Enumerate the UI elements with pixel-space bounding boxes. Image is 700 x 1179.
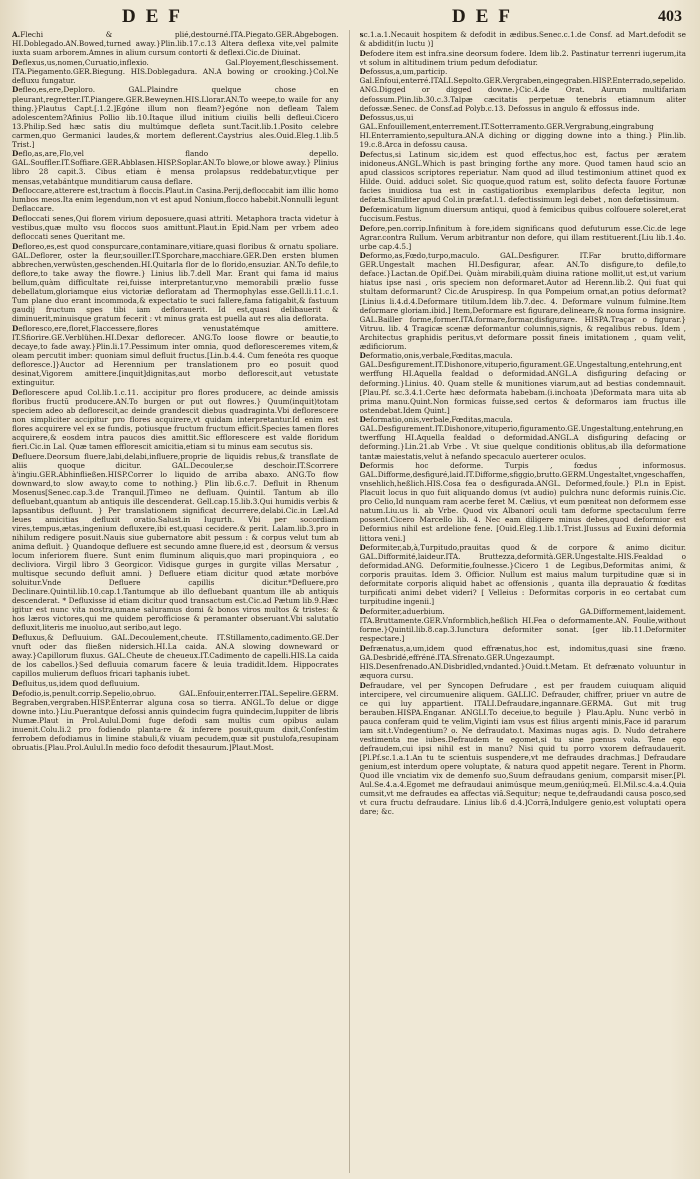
dictionary-entry: A.Flechi & plié,destourné.ITA.Piegato.GER.Abgebogen. HI.Doblegado.AN.Bowed,turned away.}Plin.lib.17.c.13 Altera deflexa vite,vel palmite iuxta suam arborem.Amnes in alium cursum contorti & deflexi.Cic.de Diuinat.: [12, 30, 339, 58]
dictionary-entry: Defleo,es,ere,Deploro. GAL.Plaindre quelque chose en pleurant,regretter.IT.Piangere.GER.Beweynen.HIS.Llorar.AN.To weepe,to waile for any thing.}Plautus Capt.[.1.2.]Egóne illum non fleam?}egóne non defleam Talem adolescentem?Afinius Pollio lib.10.Itaque illud initium ciuilis belli defleui.Cicero 13.Philip.Sed hæc satis diu multúmque defleta sunt.Tacit.lib.1.Posito celebre carmen,quo Germanici laudes,& mortem deflerent.Caystrius ales.Ouid.Eleg.1.lib.5 Trist.]: [12, 85, 339, 149]
dictionary-entry: Defluere.Deorsum fluere,labi,delabi,influere,proprie de liquidis rebus,& transflate de aliis quoque dicitur. GAL.Decouler,se deschoir.IT.Scorrere à'ingiu.GER.Abhinfließen.HISP.Correr lo liquido de arriba abaxo. ANG.To flow downward,to slow away,to come to nothing.} Plin lib.6.c.7. Defluit in Rhenum Mosenus[Senec.cap.3.de Tranquil.]Timeo ne defluam. Quintil. Tantum ab illo defluebant,quantum ab antiquis ille descenderat. Gell.cap.15.lib.3.Qui humidis verbis & lapsantibus defluunt. } Per translationem significat decurrere,delabi.Cic.in Læl.Ad leues amicitias defluxit oratio.Salust.in Iugurth. Vbi per socordiam vires,tempus,ætas,ingenium defluxere,ibi est,quasi cecidere.& perit. Lalam.lib.3.pro in nihilum redigere posuit.Nauis siue gubernatore abit pessum : & corpus velut tum ab anima defluit. } Quandoque defluere est secundo amne fluere,id est , deorsum & versus locum inferiorem fluere. Sunt enim fluminum aliquis,quo mari propinquiora , eo decliviora. Virgil libro 3 Georgicor. Vidisque gurges in gurgite villas Mersatur , multisque secundo defluit amni. } Defluere etiam dicitur quod ætate morbóve soluitur.Vnde Defluere capillis dicitur.*Defluere,pro Declinare.Quintil.lib.10.cap.1.Tantumque ab illo defluebant quantum ille ab antiquis descenderat. * Defluxisse id etiam dicitur quod transactum est.Cic.ad Pætum lib.9.Hæc igitur est nunc vita nostra,umane saluramus domi & bonos viros multos & tristes: & hos læros victores,qui me quidem perofficiose & peramanter obseruant.Vbi salutatio defluxit,literis me inuoluo,aut seribo,aut lego.: [12, 451, 339, 633]
dictionary-entry: Defossus,a,um,particip. Gal.Enfoui,enterré.ITALI.Sepolto.GER.Vergraben,eingegraben.HISP.Enterrado,sepelido. ANG.Digged or digged downe.}Cic.4.de Orat. Aurum multifariam defossum.Plin.lib.30.c.3.Talpæ cæcitatis perpetuæ tenebris etiamnum aliter defossæ.Senec. de Consf.ad Polyb.c.13. Defossus in angulo & effossus inde.: [359, 67, 686, 113]
dictionary-entry: sc.1.a.1.Necauit hospitem & defodit in ædibus.Senec.c.1.de Consf. ad Mart.defodit se & abdidit(in luctu )]: [359, 30, 686, 49]
dictionary-entry: Defloccare,atterere est,tractum à floccis.Plaut.in Casina.Perij,defloccabit iam illic homo lumbos meos.Ita enim legendum,non vt est apud Nonium,flocco habebit.Nonnulli legunt Deflaccare.: [12, 186, 339, 214]
dictionary-entry: Deformiter,aduerbium. GA.Difformement,laidement. ITA.Bruttamente.GER.Vnformblich,heßlich HI.Fea o deformamente.AN. Foulie,without forme.}Quintil.lib.8.cap.3.Iunctura deformiter sonat. [ger lib.11.Deformiter respectare.]: [359, 607, 686, 644]
dictionary-entry: Defloreo,es,est quod conspurcare,contaminare,vitiare,quasi floribus & ornatu spoliare. GAL.Deflorer, oster la fleur,souiller.IT.Sporchare,macchiare.GER.Den ersten blumen abbrechen,verwüsten,geschenden.HI.Quitarla flor de lo florido,ensuziar. AN.To defile,to deflore,to take away the flowre.} Linius lib.7.dell Mar. Erant qui fama id maius bellum,quàm difficultate rei,fuisse interpretantur,vno memorabili prælio fusse debellatum,gloriamque eius victoriæ defloratam ad Thermophylas esse.Gell.li.11.c.1. Tum plane duo erant incommoda,& expectatio te suci fallere,fama fatigabit,& fastuum gaudij fructum spes tibi iam deflorauerit. Id est,quasi delibauerit & diminuerit,minuisque gratum fecerit : vt minus grata est puella aut res alia deflorata.: [12, 241, 339, 324]
dictionary-entry: Deformatio,onis,verbale,Fœditas,macula. GAL.Desfigurement.IT.Dishonore,vituperio,figurament.GE.Ungestaltung,entehrung,entwerffung HI.Aquella fealdad o deformidad.ANGL.A disfiguring defacing or deforming.}Linius. 40. Quam stelle & munitiones viarum,aut ad bestias condemnauit.[Plau.Pf. sc.3.4.1.Certe hæc deformata habebam.(i.inchoata )Deformata mara uita ab prima manu.Quint.Non formicas fuisse,sed certos & deformaros iam fructus ille ostendebat.Idem Quint.]: [359, 351, 686, 415]
dictionary-entry: Defossus,us,ui GAL.Enfouillement,enterrement.IT.Sotterramento.GER.Vergrabung,eingrabung HI.Enterramiento,sepultura.AN.A diching or digging downe into a thing.} Plin.lib. 19.c.8.Arca in defossu causa.: [359, 113, 686, 150]
dictionary-entry: Defloccati senes,Qui florem virium deposuere,quasi attriti. Metaphora tracta videtur à vestibus,quæ multo vsu floccos suos amittunt.Plaut.in Epid.Nam per vrbem adeo defloccati senes Queritant me.: [12, 213, 339, 241]
dictionary-entry: Defodere item est infra.sine deorsum fodere. Idem lib.2. Pastinatur terrenri iugerum,ita vt solum in altitudinem trium pedum defodiatur.: [359, 48, 686, 67]
dictionary-entry: Deformatio,onis,verbale,Fœditas,macula. GAL.Desfigurement.IT.Dishonore,vituperio,figuramento.GE.Ungestaltung,entehrung,entwerffung HI.Aquella fealdad o deformidad.ANGL.A disfiguring defacing or deforming.}Lin.21.ab Vrbe . Vt siue quelque conditionis oblitus,ab illa deformatione tantæ maiestatis,velut à nefando specaculo auerterer oculos.: [359, 415, 686, 461]
dictionary-entry: Deformis hoc deforme. Turpis , fœdus , informosus. GAL.Difforme,desfiguré,laid.IT.Difforme,sfiggio,brutto.GERM.Ungestaltet,vngeschaffen,vnsehlich,heßlich.HIS.Cosa fea o desfigurada.ANGL. Deformed,foule.} Pl.n in Epist. Placuit locus in quo fuit aliquando domus (vt audio) pulchra nunc deformis ruinis.Cic. pro Celio,Id nunquam ram acerbe feret M. Cælius, vt eum pœniteat non deformem esse natum.Liu.us li. ab Vrbe. Quod vix Albanorí oculi tam deforme spectaculum ferre possent.Cicero Marcello lib. 4. Nec eam diligere minus debes,quod deformior est Deformius nihil est ardelione fene. [Ouid.Eleg.1.lib.1.Trist.]Iussus ad Euxini deformia littora veni.]: [359, 461, 686, 543]
dictionary-entry: Defectus,si Latinum sic,idem est quod effectus,hoc est, factus per æratem inidoneus.ANGL.Which is past bringing forthe any more. Quod tamen haud scio an apud classicos scriptores reperiatur. Nam quod ad illud testimonium attinet quod ex Hilde. Ouid. adduci solet. Sic quoque,quod ratum est, solito defecta fauore Fortunæ facies inuidiosa tua est in castigatioribus exemplaribus defecta legitur, non defœta.Similiter apud Col.in præfat.l.1. defectissimum legi debet , non defœtissimum.: [359, 149, 686, 205]
dictionary-entry: Defluxus,& Defluuium. GAL.Decoulement,cheute. IT.Stillamento,cadimento.GE.Der vnuft oder das fließen nidersich.HI.La caida. AN.A slowing downeward or away.}Capillorum fluxus. GAL.Cheute de cheueux.IT.Cadimento de capelli.HIS.La caida de los cabellos.}Sed defluuia comarum facere & leuia tradidit.Idem. Hippocrates capillos mulierum defluos fricari taphanis iubet.: [12, 633, 339, 679]
page-number: 403: [658, 8, 682, 25]
left-column: [12, 30, 339, 1173]
column-divider: [349, 30, 350, 1173]
text-columns: [12, 30, 686, 1173]
dictionary-entry: Defrænatus,a,um,idem quod effrænatus,hoc est, indomitus,quasi sine fræno. GA.Desbridé,effréné.ITA.Sfrenato.GER.Ungezaumpt. HIS.Desenfrenado.AN.Disbridled,vndanted.}Ouid.t.Metam. Et defrænato voluuntur in æquora cursu.: [359, 643, 686, 680]
running-head: [12, 6, 686, 30]
dictionary-entry: Deformiter,ab,à,Turpitudo,prauitas quod & de corpore & animo dicitur. GAL.Difformité,laideur.ITA. Bruttezza,deformità.GER.Ungestalte.HIS.Fealdad o deformidad.ANG. Deformitie,foulnesse.}Cicero 1 de Legibus,Deformitas animi, & corporis prauitas. Idem 3. Officior. Nullum est maius malum turpitudine quæ si in deformitate corporis aliquid habet ac offensionis , quanta illa deprauatio & fœditas turpificati animi debet videri? [ Velleius : Deformitas corporis in eo certabat cum turpitudine ingenii.]: [359, 543, 686, 607]
dictionary-entry: Defluitus,us,idem quod defluuium.: [12, 678, 140, 688]
dictionary-entry: Deflexus,us,nomen,Curuatio,inflexio. Gal.Ployement,fleschissement. ITA.Piegamento.GER.Biegung. HIS.Doblegadura. AN.A bowing or crooking.}Col.Ne defluxu fungatur.: [12, 57, 339, 85]
dictionary-entry: Defœmicatum lignum diuersum antiqui, quod à femicibus quibus colfouere soleret,erat fuccisum.Festus.: [359, 204, 686, 223]
dictionary-entry: Defore,pen.corrip.Infinitum à fore,idem significans quod defuturum esse.Cic.de lege Agrar.contra Rullum. Verum arbitrantur non defore, qui illam restituerent.[Liu lib.1.4o. urbe cap.4.5.]: [359, 223, 686, 251]
dictionary-entry: Defloresco,ere,floret,Flaccessere,flores venustatémque amittere. IT.Sfiorire.GE.Verblühen.HI.Dexar deflorecer. ANG.To loose flowre or beautie,to decaye,to fade away.}Plin.li.17.Pessimum inter omnia, quod defloresceremes vitem,& oleam percutit imber: quoniam simul defluit fructus.[Lin.b.4.4. Cum feneóta res quoque defloresce.]}Auctor ad Herennium per translationem pro eo posuit quod desinat,Vigorem amittere.[inquit]dignitas,aut morbo deflorescit,aut vetustate extinguitur.: [12, 323, 339, 387]
dictionary-entry: Defodio,is,penult.corrip.Sepelio,obruo. GAL.Enfouir,enterrer.ITAL.Sepelire.GERM. Begraben,vergraben.HISP.Enterrar alguna cosa so tierra. ANGL.To delue or digge downe into.}Liu.Puerantque defossi annis quindecim fugra quindecim,Iuppiter de libris Numæ.Plaut in Prol.Aulul.Domi fuge defodi sam multis cum opibus aulam inuenit.Colu.li.2 pro fodiendo planta-re & inferere posuit,quum dixit,Confestim ferrobem defodiamus in limine stabuli,& viuam pecudem,quæ sit pustulofa,resupinam obruatis.[Plau.Prol.Aulul.In medio foco defodit thesaurum.]Plaut.Most.: [12, 688, 339, 752]
right-column: [360, 30, 687, 1173]
running-head-left: DEF: [122, 6, 190, 27]
dictionary-entry: Defraudare, vel per Syncopen Defrudare , est per fraudem cuiuquam aliquid intercipere, vel circumuenire aliquem. GALLIC. Defrauder, chiffrer, priuer vn autre de ce qui luy appartient. ITALI.Defraudare,ingannare.GERMA. Gut mit trug berauben.HISPA.Enganar. ANGLI.To deceiue,to beguile } Plau.Aplu. Nunc verbō in pauca conferam quid te velim,Viginti iam vsus est filius argenti minis,Face id pararum iam sit.t.Vndegentium? o. Ne defraudato.t. Maximas nugas agis. D. Nudo detrahere vestimenta me iubes.Defraudem te egomet,si tu sine pœnus vola. Tene ego defraudem,cui ipsi nihil est in manu? Nisi quid tu porro vxorem defraudauerit.[Pl.Pf.sc.1.a.1.An tu te scientuis suspendere,vt me defraudes drachmas.] Defraudare genium,est interdum opere voluptate, & natura quod appetit negare. Terent in Phorm. Quod ille vnciatim vix de demenfo suo,Suum defraudans genium, comparsit miser.[Pl. Aul.Se.4.a.4.Egomet me defraudaui animúsque meum,geniúq;meū. El.Mil.sc.4.a.4.Quia cumsit,vt me defraudes ea affectas viâ.Sequitur; neque te,defraudandi causa posco,sed vt cura fructu defraudare. Linius lib.6 d.4.]Corrā,Indulgere genio,est voluptati opera dare; &c.: [359, 680, 686, 817]
running-head-right: DEF: [452, 6, 520, 27]
dictionary-entry: Deflorescere apud Col.lib.1.c.11. accipitur pro flores producere, ac deinde amissis floribus fructū producere.AN.To burgen or put out flowres.} Quum(inquit)totam speciem adeo ab deflorescit,ac deinde grandescit diebus quadraginta.Vbi deflorescere non simpliciter accipitur pro flores acquirere,vt quidam interpretantur.Id enim est flores acquirere vel ex se fundis, potiusque fructum fructum efficit.Species tamen flores acquirere,& eosdem intra paucos dies amittit.Sic efflorescere est valde floridum fieri.Cic.in Lal. Quæ tamen efflorescit amicitia,etiam si tu minus eam secutus sis.: [12, 387, 339, 451]
dictionary-entry: Deformo,as,Fœdo,turpo,maculo. GAL.Desfigurer. IT.Far brutto,difformare GER.Ungestalt machen HI.Desfigurar, afear. AN.To disfigure,to defile,to deface.}Lactan.de Opif.Dei. Quàm mirabili,quàm diuina ratione mollit,ut est,ut varium hiatus ipse nasi , oris speciem non deformaret.Autor ad Herenn.lib.2. Qui fuat qui stultam deformarunt? Cic.de Aruspiresp. In qua Pompeium ornat,an potius deformat?[Linius li.4.d.4.Deformare titilum.Idem lib.7.dec. 4. Deformare vulnum fulmine.Item deformare gloriam.ibid.] Item,Deformare est figurare,delineare,& noua forma insignire. GAL.Bailler forme,former.ITA.formare,formar,disfigurare. HISPA.Traçar o figurar.} Vitruu. lib. 4 Tragicæ scenæ deformantur columnis,signis, & regalibus rebus. Idem , Architectus graphidis peritus,vt deformare possit fineis imitationem , quam velit, ædificiorum.: [359, 251, 686, 351]
dictionary-entry: Deflo,as,are,Flo,vel flando depello. GAL.Souffler.IT.Soffiare.GER.Abblasen.HISP.Soplar.AN.To blowe,or blowe away.} Plinius libro 28 capit.3. Cibus etiam è mensa prolapsus reddebatur,vtique per mensas,vetabántque munditiarum causa deflare.: [12, 149, 339, 186]
